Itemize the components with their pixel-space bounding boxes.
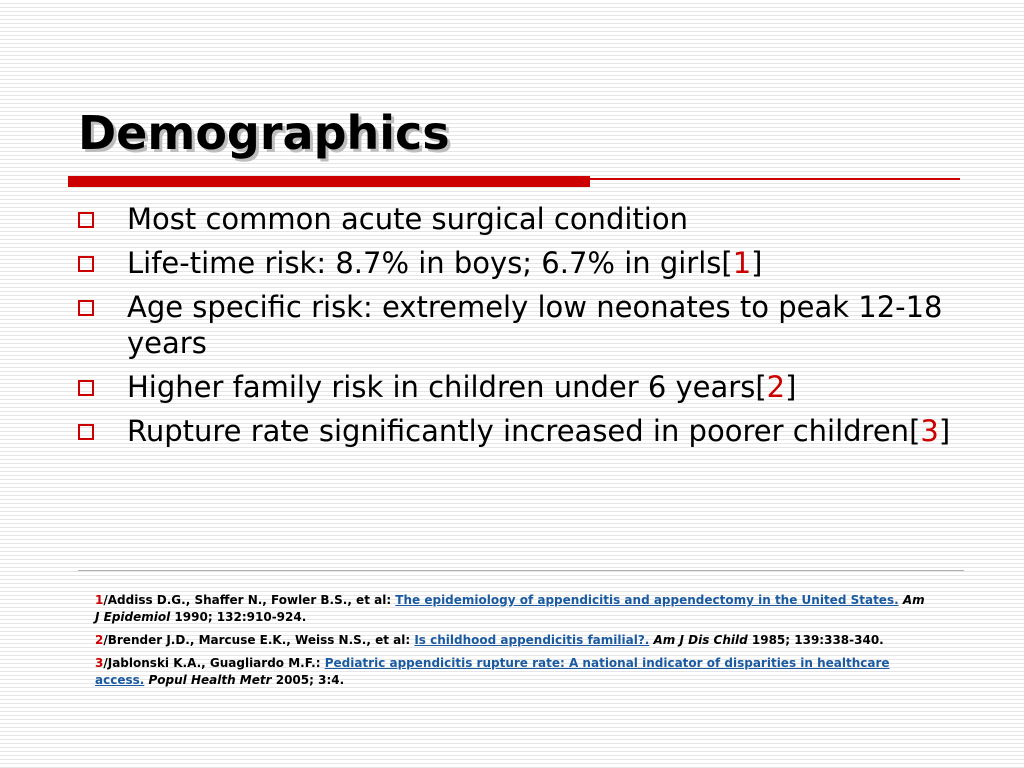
title-underline-thin — [590, 178, 960, 180]
square-bullet-icon — [78, 424, 94, 440]
bullet-text — [127, 289, 978, 361]
bullet-item — [78, 413, 978, 449]
reference-journal: Am J Dis Child — [649, 633, 748, 647]
reference-number: 1 — [95, 593, 104, 607]
reference-authors: /Addiss D.G., Shaffer N., Fowler B.S., et al: — [103, 593, 396, 607]
bullet-text-main: Age specific risk: extremely low neonates to peak 12-18 years — [127, 290, 943, 360]
bullet-item — [78, 369, 978, 405]
reference-item — [95, 592, 925, 626]
citation-number: 1 — [732, 246, 752, 280]
citation-close: ] — [751, 246, 763, 280]
reference-details: 2005; 3:4. — [271, 673, 345, 687]
bullet-text — [127, 245, 978, 281]
square-bullet-icon — [78, 212, 94, 228]
reference-journal: Am J Epidemiol — [95, 593, 925, 624]
reference-journal: Popul Health Metr — [144, 673, 272, 687]
reference-authors: /Brender J.D., Marcuse E.K., Weiss N.S., et al: — [103, 633, 415, 647]
bullet-text-main: Higher family risk in children under 6 years[ — [127, 370, 767, 404]
citation-number: 2 — [766, 370, 786, 404]
citation-close: ] — [785, 370, 797, 404]
reference-item — [95, 655, 925, 689]
reference-title-link[interactable]: The epidemiology of appendicitis and appendectomy in the United States. — [395, 593, 899, 607]
reference-details: 1990; 132:910-924. — [170, 610, 307, 624]
reference-authors: /Jablonski K.A., Guagliardo M.F.: — [103, 656, 325, 670]
reference-details: 1985; 139:338-340. — [747, 633, 884, 647]
reference-number: 3 — [95, 656, 104, 670]
reference-title-link[interactable]: Is childhood appendicitis familial?. — [414, 633, 650, 647]
bullet-text — [127, 413, 978, 449]
square-bullet-icon — [78, 300, 94, 316]
citation-number: 3 — [920, 414, 939, 448]
square-bullet-icon — [78, 380, 94, 396]
bullet-text — [127, 369, 978, 405]
bullet-text-main: Rupture rate significantly increased in poorer children[ — [127, 414, 921, 448]
bullet-item — [78, 289, 978, 361]
bullet-text-main: Most common acute surgical condition — [127, 202, 688, 236]
bullet-item — [78, 201, 978, 237]
bullet-text — [127, 201, 978, 237]
title-underline — [68, 176, 590, 187]
slide-title: Demographics — [78, 106, 450, 160]
square-bullet-icon — [78, 256, 94, 272]
bullet-list — [78, 201, 978, 457]
citation-close: ] — [938, 414, 951, 448]
reference-item — [95, 632, 925, 649]
reference-title-link[interactable]: Pediatric appendicitis rupture rate: A national indicator of disparities in healthcare access. — [95, 656, 890, 687]
reference-number: 2 — [95, 633, 104, 647]
references-block — [95, 592, 925, 695]
bullet-text-main: Life-time risk: 8.7% in boys; 6.7% in girls[ — [127, 246, 733, 280]
references-divider — [78, 570, 964, 571]
bullet-item — [78, 245, 978, 281]
